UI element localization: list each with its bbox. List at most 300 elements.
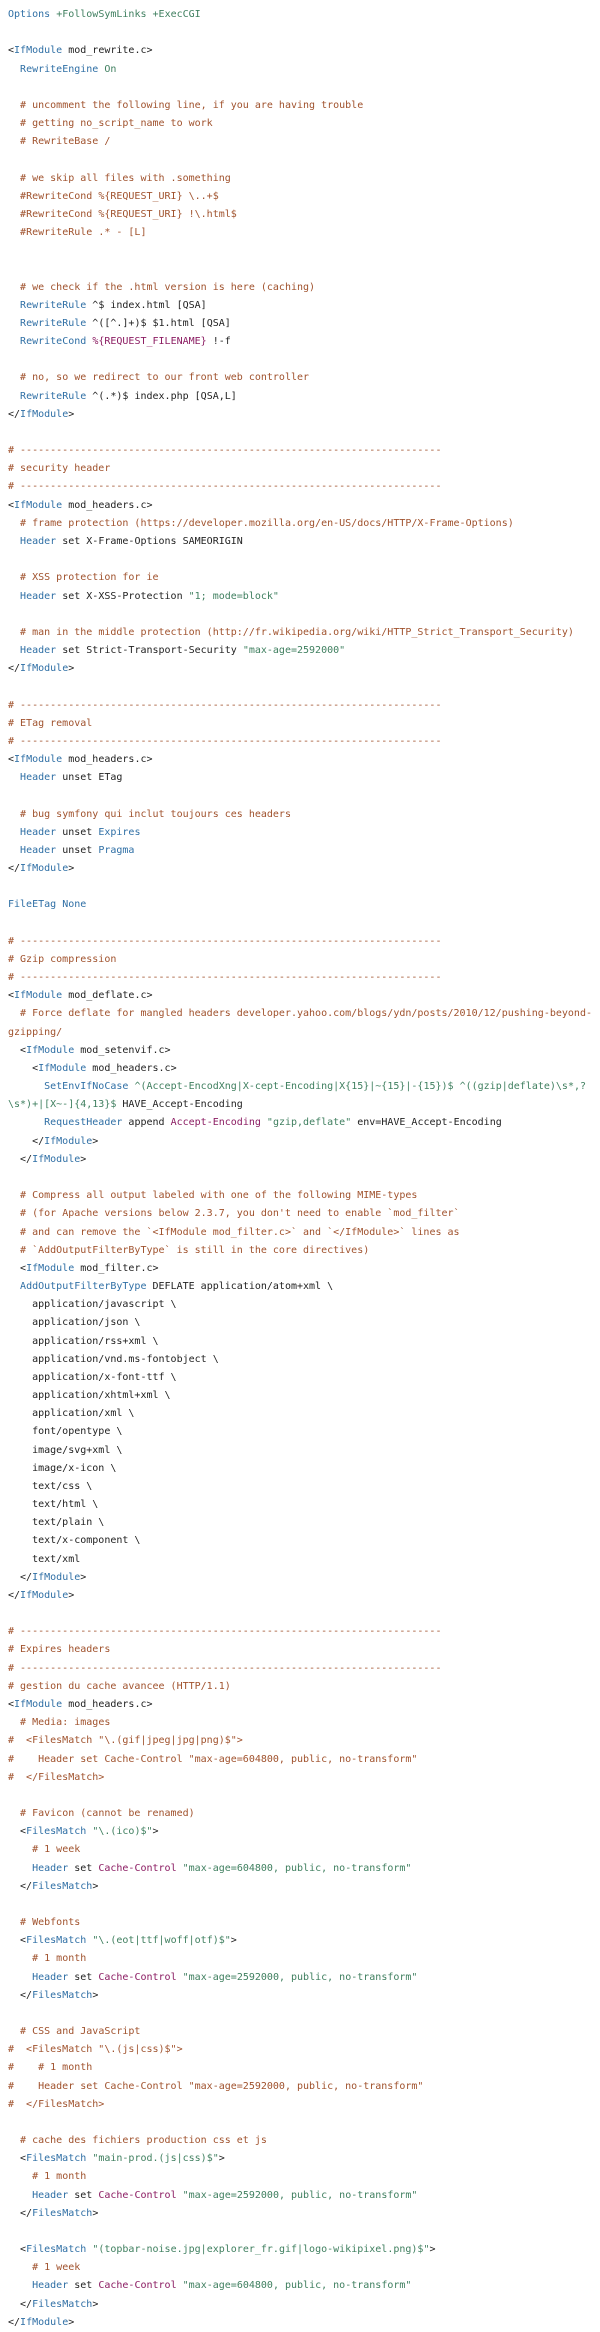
text-token: unset ETag — [56, 772, 123, 784]
comment-token: # ---------------------------------------------------------------------- — [8, 972, 442, 984]
text-token — [8, 1844, 32, 1855]
text-token: application/vnd.ms-fontobject \ — [8, 1353, 219, 1365]
comment-token: # Favicon (cannot be renamed) — [20, 1808, 195, 1820]
keyword-token: FileETag — [8, 899, 57, 911]
code-line — [8, 24, 600, 42]
text-token: < — [8, 754, 15, 766]
code-line — [8, 297, 600, 315]
text-token: set — [68, 1862, 99, 1874]
code-line — [8, 660, 600, 678]
code-line — [8, 115, 600, 133]
text-token — [8, 1008, 20, 1019]
text-token: < — [8, 1262, 27, 1274]
variable-token: Accept-Encoding — [170, 1117, 261, 1129]
comment-token: # ETag removal — [8, 717, 93, 729]
text-token: ^([^.]+)$ $1.html [QSA] — [86, 317, 231, 329]
code-line — [8, 1169, 600, 1187]
code-line — [8, 1532, 600, 1550]
text-token — [8, 772, 20, 783]
code-line — [8, 533, 600, 551]
text-token: text/html \ — [8, 1499, 99, 1511]
string-token: ^((gzip|deflate)\s*,? — [459, 1081, 587, 1093]
code-line — [8, 1151, 600, 1169]
comment-token: # Header set Cache-Control "max-age=2592000, public, no-transform" — [8, 2080, 424, 2092]
comment-token: # Header set Cache-Control "max-age=604800, public, no-transform" — [8, 1753, 418, 1765]
text-token: < — [8, 1935, 27, 1947]
text-token: > — [80, 1571, 87, 1583]
string-token: "\.(ico)$" — [92, 1826, 153, 1838]
text-token: mod_deflate.c> — [62, 990, 153, 1002]
text-token: < — [8, 499, 15, 511]
text-token — [8, 645, 20, 656]
keyword-token: None — [62, 899, 87, 911]
code-line — [8, 133, 600, 151]
code-line — [8, 1478, 600, 1496]
text-token: application/javascript \ — [8, 1299, 177, 1311]
code-line — [8, 2059, 600, 2077]
code-line — [8, 678, 600, 696]
keyword-token: Header — [20, 772, 57, 784]
comment-token: # cache des fichiers production css et js — [20, 2135, 267, 2147]
text-token — [8, 627, 20, 638]
text-token — [8, 809, 20, 820]
text-token: < — [8, 1698, 15, 1710]
text-token: set — [68, 2189, 99, 2201]
code-line — [8, 697, 600, 715]
code-line — [8, 279, 600, 297]
text-token — [8, 572, 20, 583]
text-token — [8, 1190, 20, 1201]
text-token: application/xhtml+xml \ — [8, 1390, 171, 1402]
text-token: ^(.*)$ index.php [QSA,L] — [86, 390, 237, 402]
code-line — [8, 1187, 600, 1205]
code-line — [8, 1224, 600, 1242]
comment-token: # and can remove the `<IfModule mod_filter.c>` and `</IfModule>` lines as — [20, 1226, 460, 1238]
string-token: "max-age=2592000, public, no-transform" — [182, 1971, 418, 1983]
keyword-token: SetEnvIfNoCase — [44, 1081, 129, 1093]
keyword-token: IfModule — [32, 1571, 81, 1583]
string-token: \s*)+|[X~-]{4,13}$ — [8, 1099, 117, 1111]
comment-token: # CSS and JavaScript — [20, 2026, 141, 2038]
code-line — [8, 1732, 600, 1750]
text-token — [8, 1972, 32, 1983]
code-line — [8, 224, 600, 242]
comment-token: # man in the middle protection (http://fr.wikipedia.org/wiki/HTTP_Strict_Transport_Security) — [20, 626, 574, 638]
text-token — [8, 2190, 32, 2201]
keyword-token: IfModule — [20, 1589, 69, 1601]
code-line — [8, 1005, 600, 1023]
keyword-token: IfModule — [20, 863, 69, 875]
code-line — [8, 188, 600, 206]
keyword-token: RewriteEngine — [20, 63, 99, 75]
text-token: > — [68, 1589, 75, 1601]
keyword-token: IfModule — [26, 1262, 75, 1274]
code-line — [8, 2296, 600, 2314]
text-token — [8, 64, 20, 75]
text-token: </ — [8, 2298, 33, 2310]
keyword-token: FilesMatch — [32, 1880, 93, 1892]
code-line — [8, 1950, 600, 1968]
text-token — [8, 1117, 44, 1128]
text-token: set X-Frame-Options SAMEORIGIN — [56, 535, 243, 547]
text-token: > — [429, 2244, 436, 2256]
text-token — [8, 2262, 32, 2273]
text-token — [8, 300, 20, 311]
code-line — [8, 2150, 600, 2168]
code-line — [8, 1442, 600, 1460]
code-line — [8, 751, 600, 769]
text-token: < — [8, 1044, 27, 1056]
code-line — [8, 478, 600, 496]
code-line — [8, 2314, 600, 2332]
text-token: </ — [8, 1880, 33, 1892]
string-token: "max-age=604800, public, no-transform" — [182, 2280, 412, 2292]
code-line — [8, 1769, 600, 1787]
comment-token: # 1 week — [32, 1844, 81, 1856]
code-line — [8, 206, 600, 224]
code-line — [8, 951, 600, 969]
code-line — [8, 1841, 600, 1859]
code-line — [8, 769, 600, 787]
text-token — [8, 1717, 20, 1728]
code-line — [8, 933, 600, 951]
text-token: < — [8, 1826, 27, 1838]
text-token: < — [8, 1062, 39, 1074]
code-line — [8, 2078, 600, 2096]
code-line — [8, 2241, 600, 2259]
code-line — [8, 2277, 600, 2295]
keyword-token: RewriteCond — [20, 336, 87, 348]
code-line — [8, 2187, 600, 2205]
code-line — [8, 1896, 600, 1914]
keyword-token: IfModule — [38, 1062, 87, 1074]
code-line — [8, 1969, 600, 1987]
text-token: < — [8, 990, 15, 1002]
text-token: > — [92, 2298, 99, 2310]
code-line — [8, 969, 600, 987]
text-token: > — [80, 1153, 87, 1165]
code-line — [8, 1387, 600, 1405]
comment-token: # Force deflate for mangled headers developer.yahoo.com/blogs/ydn/posts/2010/12/pushing-beyond- — [20, 1008, 592, 1020]
code-line — [8, 388, 600, 406]
text-token: mod_filter.c> — [74, 1262, 159, 1274]
code-line — [8, 1860, 600, 1878]
comment-token: # <FilesMatch "\.(js|css)$"> — [8, 2044, 183, 2056]
comment-token: # Expires headers — [8, 1644, 111, 1656]
code-line — [8, 1260, 600, 1278]
code-line — [8, 642, 600, 660]
code-line — [8, 315, 600, 333]
code-line — [8, 2114, 600, 2132]
text-token: </ — [8, 1153, 33, 1165]
code-line — [8, 1296, 600, 1314]
code-line — [8, 406, 600, 424]
string-token: +ExecCGI — [152, 9, 201, 20]
comment-token: # ---------------------------------------------------------------------- — [8, 699, 442, 711]
code-line — [8, 1660, 600, 1678]
comment-token: # we check if the .html version is here (caching) — [20, 281, 316, 293]
code-line — [8, 1405, 600, 1423]
keyword-token: RewriteRule — [20, 390, 87, 402]
comment-token: # uncomment the following line, if you are having trouble — [20, 99, 364, 111]
code-line — [8, 1460, 600, 1478]
text-token: set Strict-Transport-Security — [56, 645, 243, 657]
comment-token: # ---------------------------------------------------------------------- — [8, 935, 442, 947]
comment-token: # ---------------------------------------------------------------------- — [8, 1662, 442, 1674]
code-line — [8, 1678, 600, 1696]
code-line — [8, 2041, 600, 2059]
text-token: text/xml — [8, 1553, 81, 1565]
code-line — [8, 1205, 600, 1223]
comment-token: # ---------------------------------------------------------------------- — [8, 735, 442, 747]
text-token: mod_headers.c> — [62, 1698, 153, 1710]
keyword-token: RewriteRule — [20, 299, 87, 311]
code-line — [8, 1569, 600, 1587]
keyword-token: Header — [20, 844, 57, 856]
variable-token: %{REQUEST_FILENAME} — [92, 336, 207, 348]
variable-token: Cache-Control — [98, 1862, 177, 1874]
code-line — [8, 6, 600, 24]
code-line — [8, 61, 600, 79]
comment-token: # RewriteBase / — [20, 136, 111, 148]
text-token — [8, 391, 20, 402]
comment-token: #RewriteRule .* - [L] — [20, 227, 147, 239]
text-token — [8, 100, 20, 111]
keyword-token: IfModule — [44, 1135, 93, 1147]
code-line — [8, 787, 600, 805]
text-token: append — [122, 1117, 171, 1129]
code-line — [8, 878, 600, 896]
text-token: unset — [56, 826, 99, 838]
code-line — [8, 1423, 600, 1441]
code-line — [8, 1351, 600, 1369]
text-token — [8, 845, 20, 856]
code-line — [8, 1987, 600, 2005]
text-token — [8, 372, 20, 383]
comment-token: # Media: images — [20, 1717, 111, 1729]
string-token: "main-prod.(js|css)$" — [92, 2153, 219, 2165]
text-token: DEFLATE application/atom+xml \ — [146, 1281, 334, 1293]
text-token — [8, 518, 20, 529]
text-token: > — [92, 1880, 99, 1892]
text-token: font/opentype \ — [8, 1426, 123, 1438]
code-line — [8, 1878, 600, 1896]
code-line — [8, 1696, 600, 1714]
text-token: < — [8, 2153, 27, 2165]
text-token — [8, 191, 20, 202]
code-line — [8, 1024, 600, 1042]
text-token: </ — [8, 1989, 33, 2001]
code-line — [8, 1133, 600, 1151]
code-line — [8, 569, 600, 587]
code-line — [8, 1078, 600, 1096]
keyword-token: IfModule — [32, 1153, 81, 1165]
keyword-token: Options — [8, 9, 51, 20]
comment-token: # <FilesMatch "\.(gif|jpeg|jpg|png)$"> — [8, 1735, 243, 1747]
variable-token: Cache-Control — [98, 1971, 177, 1983]
text-token: application/json \ — [8, 1317, 141, 1329]
code-line — [8, 369, 600, 387]
text-token: > — [230, 1935, 237, 1947]
comment-token: # </FilesMatch> — [8, 1771, 105, 1783]
text-token: mod_headers.c> — [62, 754, 153, 766]
text-token: text/plain \ — [8, 1517, 105, 1529]
text-token: </ — [8, 663, 21, 675]
keyword-token: IfModule — [20, 408, 69, 420]
string-token: "gzip,deflate" — [266, 1117, 352, 1129]
text-token: > — [68, 663, 75, 675]
text-token: env=HAVE_Accept-Encoding — [351, 1117, 502, 1129]
code-line — [8, 1060, 600, 1078]
text-token: </ — [8, 2316, 21, 2328]
code-line — [8, 79, 600, 97]
code-line — [8, 624, 600, 642]
string-token: ^(Accept-EncodXng|X-cept-Encoding|X{15}|~{15}|-{15})$ — [134, 1081, 454, 1093]
keyword-token: FilesMatch — [26, 1826, 87, 1838]
keyword-token: IfModule — [26, 1044, 75, 1056]
code-line — [8, 606, 600, 624]
code-line — [8, 1641, 600, 1659]
comment-token: # no, so we redirect to our front web controller — [20, 372, 310, 384]
code-line — [8, 1114, 600, 1132]
text-token — [8, 2135, 20, 2146]
text-token — [8, 336, 20, 347]
code-line — [8, 842, 600, 860]
keyword-token: FilesMatch — [26, 2244, 87, 2256]
code-line — [8, 1314, 600, 1332]
keyword-token: Header — [20, 590, 57, 602]
code-line — [8, 1787, 600, 1805]
comment-token: # 1 month — [32, 2171, 87, 2183]
code-line — [8, 1623, 600, 1641]
comment-token: # (for Apache versions below 2.3.7, you don't need to enable `mod_filter` — [20, 1208, 460, 1220]
text-token: unset — [56, 844, 99, 856]
comment-token: # XSS protection for ie — [20, 572, 159, 584]
comment-token: # Webfonts — [20, 1917, 81, 1929]
text-token: mod_headers.c> — [86, 1062, 177, 1074]
code-line — [8, 1805, 600, 1823]
code-line — [8, 2005, 600, 2023]
code-line — [8, 151, 600, 169]
text-token: application/rss+xml \ — [8, 1335, 159, 1347]
code-line — [8, 515, 600, 533]
comment-token: # # 1 month — [8, 2062, 93, 2074]
text-token — [8, 2171, 32, 2182]
text-token — [8, 1863, 32, 1874]
text-token: < — [8, 2244, 27, 2256]
keyword-token: FilesMatch — [32, 2207, 93, 2219]
text-token: text/x-component \ — [8, 1535, 141, 1547]
keyword-token: FilesMatch — [32, 2298, 93, 2310]
comment-token: # frame protection (https://developer.mozilla.org/en-US/docs/HTTP/X-Frame-Options) — [20, 517, 514, 529]
code-line — [8, 2168, 600, 2186]
comment-token: # security header — [8, 463, 111, 475]
code-line — [8, 97, 600, 115]
code-line — [8, 2205, 600, 2223]
text-token: text/css \ — [8, 1480, 93, 1492]
code-line — [8, 1242, 600, 1260]
code-line — [8, 1278, 600, 1296]
keyword-token: Expires — [98, 826, 141, 838]
text-token — [8, 1953, 32, 1964]
comment-token: gzipping/ — [8, 1026, 63, 1038]
keyword-token: Header — [32, 2280, 69, 2292]
text-token: </ — [8, 408, 21, 420]
text-token — [8, 318, 20, 329]
text-token — [8, 2026, 20, 2037]
comment-token: # Compress all output labeled with one of the following MIME-types — [20, 1190, 418, 1202]
text-token — [8, 2280, 32, 2291]
text-token — [8, 827, 20, 838]
text-token: HAVE_Accept-Encoding — [116, 1099, 243, 1111]
comment-token: # 1 month — [32, 1953, 87, 1965]
text-token: mod_rewrite.c> — [62, 45, 153, 57]
code-line — [8, 806, 600, 824]
code-line — [8, 424, 600, 442]
code-line — [8, 1932, 600, 1950]
comment-token: # 1 week — [32, 2262, 81, 2274]
string-token: "max-age=2592000, public, no-transform" — [182, 2189, 418, 2201]
text-token — [8, 118, 20, 129]
text-token — [8, 1208, 20, 1219]
text-token: > — [68, 2316, 75, 2328]
string-token: On — [104, 63, 117, 75]
keyword-token: Header — [32, 1862, 69, 1874]
keyword-token: IfModule — [14, 45, 63, 57]
text-token: </ — [8, 1135, 45, 1147]
text-token: application/x-font-ttf \ — [8, 1371, 177, 1383]
keyword-token: Header — [20, 645, 57, 657]
code-line — [8, 260, 600, 278]
text-token — [8, 1081, 44, 1092]
text-token: > — [218, 2153, 225, 2165]
comment-token: #RewriteCond %{REQUEST_URI} !\.html$ — [20, 208, 237, 220]
code-line — [8, 497, 600, 515]
code-line — [8, 42, 600, 60]
text-token — [8, 227, 20, 238]
keyword-token: IfModule — [20, 2316, 69, 2328]
text-token: </ — [8, 1589, 21, 1601]
code-line — [8, 2023, 600, 2041]
string-token: "max-age=604800, public, no-transform" — [182, 1862, 412, 1874]
text-token: image/svg+xml \ — [8, 1444, 123, 1456]
code-line — [8, 588, 600, 606]
code-line — [8, 1333, 600, 1351]
text-token: !-f — [206, 336, 231, 348]
code-line — [8, 1042, 600, 1060]
text-token: < — [8, 45, 15, 57]
code-line — [8, 1369, 600, 1387]
text-token: > — [92, 1989, 99, 2001]
comment-token: # bug symfony qui inclut toujours ces headers — [20, 808, 291, 820]
text-token — [8, 1245, 20, 1256]
text-token: image/x-icon \ — [8, 1462, 117, 1474]
code-line — [8, 2223, 600, 2241]
keyword-token: IfModule — [14, 1698, 63, 1710]
code-line — [8, 1914, 600, 1932]
comment-token: # </FilesMatch> — [8, 2098, 105, 2110]
text-token: > — [152, 1826, 159, 1838]
text-token: mod_headers.c> — [62, 499, 153, 511]
text-token — [8, 173, 20, 184]
code-line — [8, 1096, 600, 1114]
comment-token: # we skip all files with .something — [20, 172, 231, 184]
text-token: </ — [8, 1571, 33, 1583]
text-token — [8, 591, 20, 602]
text-token: set X-XSS-Protection — [56, 590, 189, 602]
code-line — [8, 333, 600, 351]
keyword-token: Pragma — [98, 844, 135, 856]
